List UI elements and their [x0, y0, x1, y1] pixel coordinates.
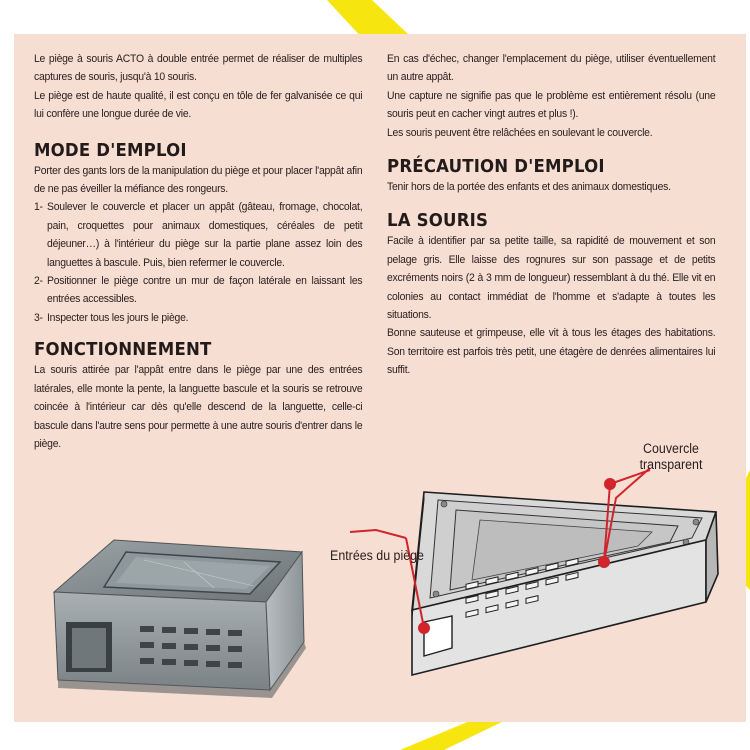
echec-paragraph: En cas d'échec, changer l'emplacement du piège, utiliser éventuellement un autre appât.: [387, 53, 716, 84]
precaution-heading: PRÉCAUTION D'EMPLOI: [387, 156, 605, 178]
souris-paragraph-1: Facile à identifier par sa petite taille, sa rapidité de mouvement et son pelage gris. Elle laisse des rognures sur son passage et de petits excréments noirs (2 à 3 mm de longueur) ressemblant à du thé. Elle vit en colonies au contact immédiat de l'homme et s'adapte à toutes les situations.: [387, 235, 716, 322]
capture-paragraph: Une capture ne signifie pas que le problème est entièrement résolu (une souris peut en cacher vingt autres et plus !).: [387, 89, 716, 121]
trap-diagram: [320, 440, 730, 715]
step-text: Inspecter tous les jours le piège.: [47, 311, 189, 324]
souris-heading: LA SOURIS: [387, 210, 489, 232]
yellow-stripe-bottom: [400, 718, 510, 750]
label-couvercle: [630, 441, 713, 473]
step-number: 1-: [34, 201, 43, 214]
mode-emploi-heading: MODE D'EMPLOI: [34, 139, 187, 161]
step-number: 2-: [34, 275, 43, 288]
precaution-text: Tenir hors de la portée des enfants et des animaux domestiques.: [387, 181, 671, 194]
mode-step-2: [34, 272, 362, 309]
relacher-paragraph: Les souris peuvent être relâchées en soulevant le couvercle.: [387, 126, 653, 139]
label-entrees: [326, 548, 427, 564]
yellow-stripe-top: [318, 0, 408, 34]
right-column: [387, 50, 717, 380]
souris-paragraph-2: Bonne sauteuse et grimpeuse, elle vit à tous les étages des habitations. Son territoire est parfois très petit, une étagère de denrées alimentaires lui suffit.: [387, 327, 716, 377]
left-column: [34, 50, 364, 453]
label-entrees-text: Entrées du piège: [330, 548, 424, 563]
fonctionnement-text: La souris attirée par l'appât entre dans le piège par une des entrées latérales, elle monte la pente, la languette bascule et la souris se retrouve coincée à l'intérieur car dès qu'elle descend de la languette, celle-ci bascule dans l'autre sens pour permette à une autre souris d'entrer dans le piège.: [34, 364, 363, 450]
mode-step-3: [34, 309, 362, 327]
step-number: 3-: [34, 311, 43, 324]
fonctionnement-heading: FONCTIONNEMENT: [34, 339, 212, 361]
trap-photo: [44, 530, 314, 715]
step-text: Soulever le couvercle et placer un appât (gâteau, fromage, chocolat, pain, croquettes pour animaux domestiques, céréales de petit déjeuner…) à l'intérieur du piège sur la partie plane assez loin des languettes à bascule. Puis, bien refermer le couvercle.: [47, 201, 363, 269]
step-text: Positionner le piège contre un mur de façon latérale en laissant les entrées accessibles.: [47, 275, 363, 306]
mode-step-1: [34, 198, 362, 272]
label-couvercle-line1: Couvercle: [643, 441, 699, 456]
label-couvercle-line2: transparent: [639, 457, 703, 472]
mode-emploi-intro: Porter des gants lors de la manipulation du piège et pour placer l'appât afin de ne pas éveiller la méfiance des rongeurs.: [34, 164, 363, 196]
intro-paragraph-2: Le piège est de haute qualité, il est conçu en tôle de fer galvanisée ce qui lui confère une longue durée de vie.: [34, 89, 363, 121]
intro-paragraph-1: Le piège à souris ACTO à double entrée permet de réaliser de multiples captures de souris, jusqu'à 10 souris.: [34, 53, 363, 84]
